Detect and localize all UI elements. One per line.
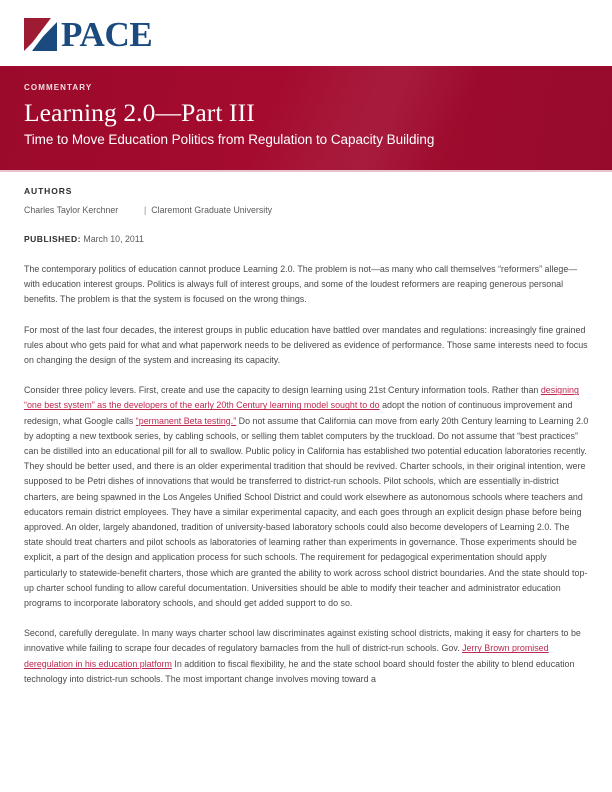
page-subtitle: Time to Move Education Politics from Regulation to Capacity Building (24, 132, 435, 147)
author-affiliation: Claremont Graduate University (151, 205, 273, 215)
body-link[interactable]: Jerry Brown promised deregulation in his education platform (24, 643, 549, 669)
body-text-run: Second, carefully deregulate. In many ways charter school law discriminates against existing school districts, making it easy for charters to be innovative while failing to scrape four decades of regulatory barnacles from the hull of district-run schools. Gov. (24, 628, 581, 654)
published-line (24, 234, 588, 244)
pace-logo[interactable] (24, 14, 153, 54)
author-entry (24, 203, 588, 217)
body-text-run: In addition to fiscal flexibility, he and the state school board should foster the ability to blend education technology into district-run schools. The most important change involves moving toward a (24, 658, 575, 684)
page-title: Learning 2.0—Part III (24, 98, 255, 127)
body-link[interactable]: designing “one best system” as the developers of the early 20th Century learning model sought to do (24, 385, 579, 411)
pace-wordmark: PACE (61, 14, 153, 54)
body-paragraph (24, 262, 591, 308)
author-separator: | (144, 205, 147, 215)
metadata-section (0, 172, 612, 244)
body-link[interactable]: “permanent Beta testing.” (135, 415, 237, 426)
body-paragraph (24, 323, 591, 369)
published-date: March 10, 2011 (83, 234, 144, 244)
body-text-run: Consider three policy levers. First, create and use the capacity to design learning using 21st Century information tools. Rather than (24, 385, 541, 396)
authors-label: AUTHORS (24, 186, 73, 196)
body-paragraph (24, 626, 591, 687)
body-text-run: For most of the last four decades, the interest groups in public education have battled over mandates and regulations: increasingly fine grained rules about who gets paid for what and what paperwork needs to be delivered as evidence of performance. Those same interests need to focus on changing the design of the system and increasing its capacity. (24, 324, 588, 366)
logo-bar (0, 0, 612, 66)
content-type-eyebrow: COMMENTARY (24, 83, 93, 92)
body-text-run: Do not assume that California can move from early 20th Century learning to Learning 2.0 by adopting a new textbook series, by cabling schools, or selling them tablet computers by the truckload. Do not assume that “best practices” can be distilled into an educational pill for all to swallow. Public policy in California has established two potential education laboratories recently. They should be better used, and there is an older experimental tradition that should be revived. Charter schools, in their original intention, were supposed to be Petri dishes of innovations that would be transferred to district-run schools. Pilot schools, which are essentially in-district charters, are being spawned in the Los Angeles Unified School District and could work elsewhere as autonomous schools where teachers and educators remain district employees. They have a similar experimental capacity, and each goes through an explicit design phase before being approved. An older, largely abandoned, tradition of university-based laboratory schools could also become developers of Learning 2.0. The state should treat charters and pilot schools as laboratories of learning rather than experiments in governance. Those experiments should be explicit, a part of the design and application process for such schools. The requirement for pedagogical experimentation should apply particularly to statewide-benefit charters, those which are granted the ability to work across school district boundaries. And the state should top-up charter school funding to allow careful documentation. Universities should be able to modify their teacher and administrator education programs to incorporate laboratory schools, and should get added support to do so. (24, 415, 589, 609)
title-banner (0, 66, 612, 170)
published-label: PUBLISHED: (24, 234, 81, 244)
body-text-run: adopt the notion of continuous improvement and redesign, what Google calls (24, 400, 573, 426)
article-body (0, 262, 612, 687)
pace-diagonal-mark-icon (24, 18, 57, 51)
author-name: Charles Taylor Kerchner (24, 205, 119, 215)
body-paragraph (24, 383, 591, 611)
body-text-run: The contemporary politics of education cannot produce Learning 2.0. The problem is not—as many who call themselves “reformers” allege—with education interest groups. Politics is always full of interest groups, and some of the loudest reformers are reaping generous personal benefits. The problem is that the system is focused on the wrong things. (24, 264, 578, 305)
